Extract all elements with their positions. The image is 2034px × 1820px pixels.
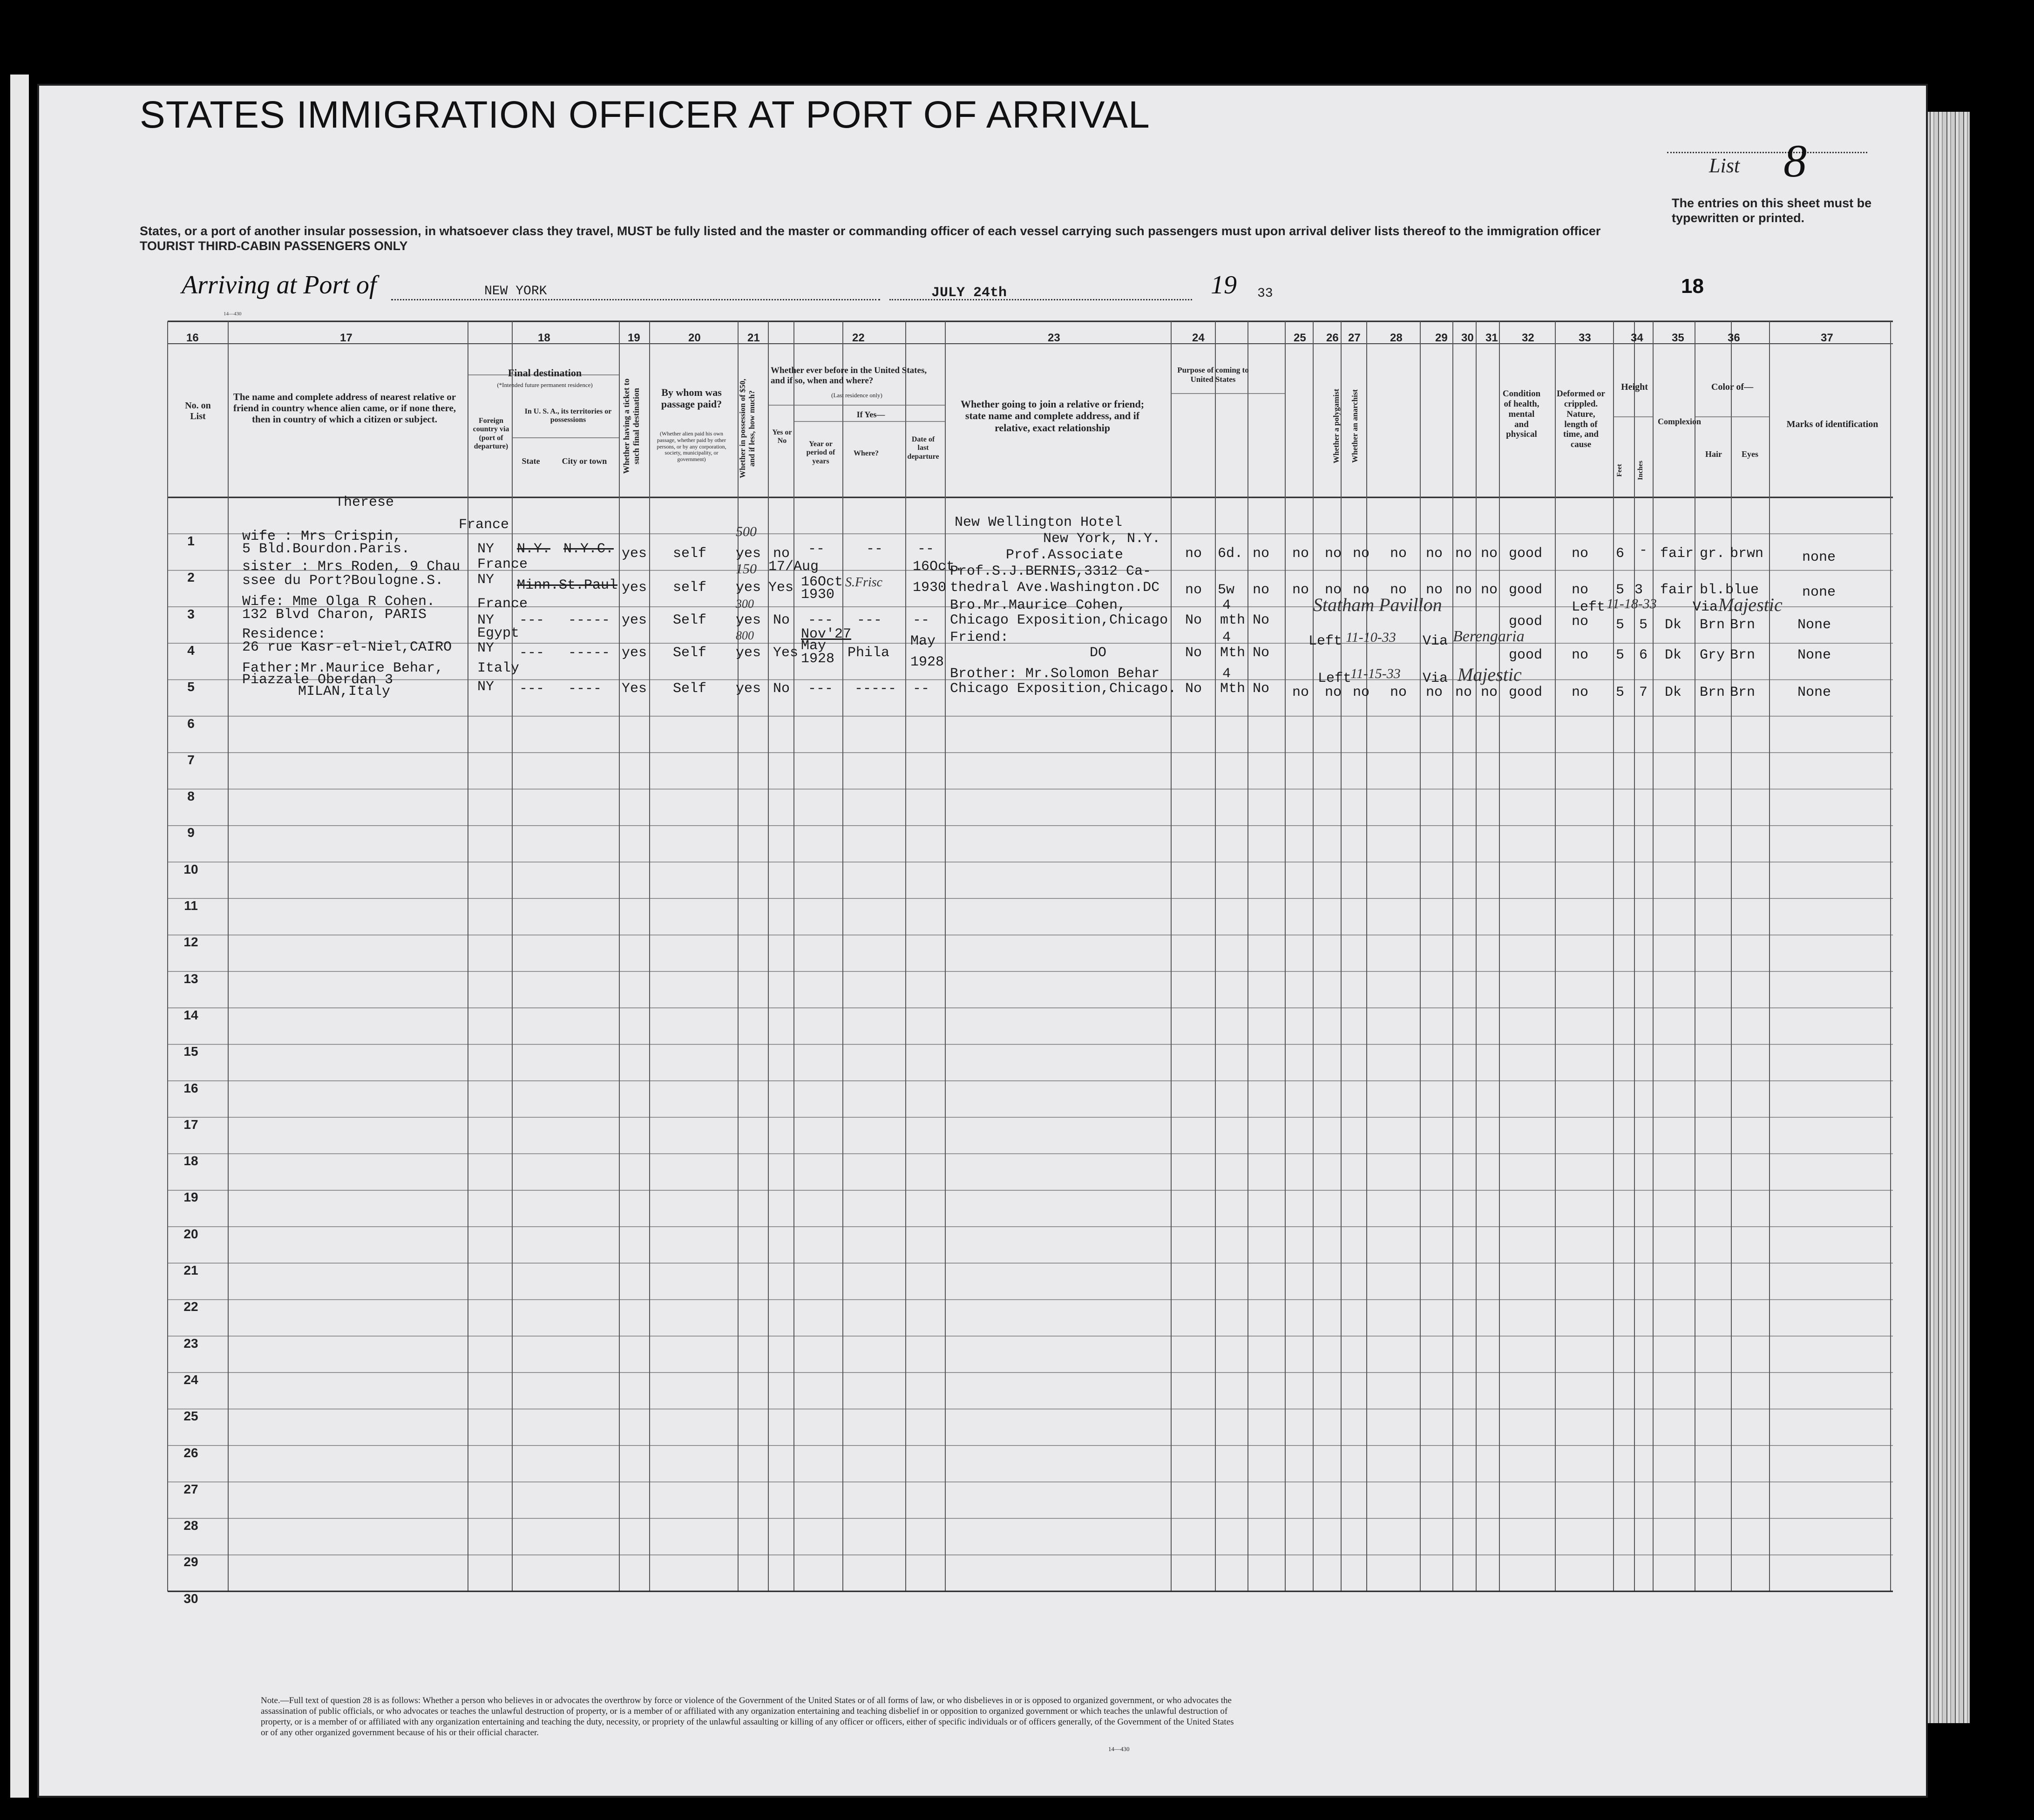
column-number: 23 [1048,332,1060,344]
r5-via-ship: Majestic [1458,664,1522,685]
r1-hair: gr. [1700,546,1725,562]
row-number: 8 [187,789,195,804]
r1-c25: no [1292,546,1309,562]
r4-paid: Self [673,645,707,661]
row-number: 21 [183,1263,198,1277]
r4-city: ----- [568,645,610,661]
column-number: 31 [1485,332,1498,344]
r3-relative: Wife: Mme Olga R Cohen. [242,594,435,610]
column-number: 27 [1348,332,1361,344]
row-number: 9 [187,825,195,840]
r5-c26: no [1325,685,1342,700]
r2-paid: self [673,580,707,596]
row-number: 1 [187,534,195,548]
r5-ticket: Yes [622,681,647,697]
r3-depart: -- [913,612,930,628]
r4-depart: May [910,633,936,649]
r4-period: 1928 [801,651,835,667]
row-number: 20 [183,1226,198,1241]
header-year-period: Year or period of years [806,440,835,465]
r2-c31: no [1481,582,1498,598]
r4-health: good [1509,647,1543,663]
r4-where: Phila [848,645,890,661]
r2-where: S.Frisc [845,575,883,590]
header-fifty-dollars: Whether in possession of $50, and if less, how much? [738,379,756,478]
year-suffix: 33 [1257,286,1273,301]
header-no-on-list: No. on List [185,401,211,421]
r5-country: Italy [477,660,520,676]
r1-money: yes [736,546,761,562]
row-number: 27 [183,1481,198,1496]
header-relative: The name and complete address of nearest relative or friend in country whence alien came, or if none there, then in country of which a citizen or subject. [233,391,456,425]
r2-join: thedral Ave.Washington.DC [950,580,1160,596]
r3-join: Bro.Mr.Maurice Cohen, [950,598,1126,613]
r3-complexion: Dk [1665,617,1682,633]
r3-join: Chicago Exposition,Chicago [950,612,1168,628]
r3-c24c: No [1253,612,1270,628]
r3-ticket: yes [622,612,647,628]
r2-city: St.Paul [559,577,618,593]
r1-city: N.Y.C. [563,541,614,557]
r1-state: N.Y. [517,541,551,557]
r1-depart: -- [917,541,935,557]
r4-via-label: Via [1423,633,1448,649]
r3-city: ----- [568,612,610,628]
column-number: 26 [1326,332,1339,344]
r2-hair: bl. [1700,582,1725,598]
r1-relative: wife : Mrs Crispin, [242,529,402,544]
r5-state: --- [519,681,545,697]
header-last-residence: (Last residence only) [831,392,882,399]
r3-hair: Brn [1700,617,1725,633]
r4-complexion: Dk [1665,647,1682,663]
column-number: 25 [1294,332,1306,344]
r1-c27: no [1353,546,1370,562]
column-number: 17 [340,332,353,344]
r3-via: NY [477,612,495,628]
date-value: JULY 24th [931,285,1007,301]
column-number: 35 [1672,332,1684,344]
row-number: 13 [183,971,198,986]
r1-paid: self [673,546,707,562]
r2-c25: no [1292,582,1309,598]
row-number: 17 [183,1117,198,1132]
r3-period: --- [808,612,834,628]
r1-c28: no [1390,546,1407,562]
column-number: 21 [747,332,760,344]
row-number: 12 [183,935,198,950]
header-deformed: Deformed or crippled. Nature, length of time, and cause [1557,389,1605,450]
r4-depart: 1928 [910,654,944,670]
form-title: STATES IMMIGRATION OFFICER AT PORT OF ARRIVAL [140,94,1150,136]
r4-before: Yes [773,645,799,661]
row-number: 5 [187,679,195,694]
r3-marks: None [1797,617,1831,633]
column-number: 37 [1821,332,1833,344]
header-hair: Hair [1705,449,1722,459]
r5-c25: no [1292,685,1309,700]
header-marks: Marks of identification [1786,419,1878,429]
r2-c24b: 5w [1218,582,1235,598]
column-number: 20 [688,332,701,344]
r2-health: good [1509,582,1543,598]
r4-left: Left [1309,633,1342,649]
row-number: 22 [183,1299,198,1314]
r1-join: New Wellington Hotel [955,515,1123,530]
header-complexion: Complexion [1658,417,1702,426]
r5-deformed: no [1572,685,1589,700]
r2-money: yes [736,580,761,596]
header-join-relative: Whether going to join a relative or friend; state name and complete address, and if relative, exact relationship [960,398,1145,434]
r2-state: Minn. [517,577,559,593]
sheet-number: 18 [1681,275,1704,298]
r5-hair: Brn [1700,685,1725,700]
r4-via: NY [477,640,495,656]
r4-via-ship: Berengaria [1453,628,1525,645]
column-number: 16 [186,332,199,344]
r5-relative: MILAN,Italy [298,684,391,699]
r4-left-date: 11-10-33 [1346,630,1396,645]
r4-period: May [801,638,827,654]
row-number: 6 [187,716,195,731]
r3-left: Left [1572,599,1606,615]
row-number: 2 [187,570,195,585]
r3-country: France [477,596,528,612]
r2-join: Prof.Associate [1006,547,1124,563]
header-date-departure: Date of last departure [907,435,939,461]
r4-inches: 6 [1639,647,1648,663]
column-number: 30 [1461,332,1474,344]
r3-relative: 132 Blvd Charon, PARIS [242,607,427,623]
r4-c24c: No [1253,645,1270,661]
r2-feet: 5 [1616,582,1625,598]
r2-c29: no [1426,582,1443,598]
r5-join: Chicago Exposition,Chicago. [950,681,1177,697]
r2-relative: ssee du Port?Boulogne.S. [242,573,444,589]
row-number: 14 [183,1007,198,1022]
r1-c31: no [1481,546,1498,562]
r3-eyes: Brn [1730,617,1756,633]
column-number: 19 [628,332,640,344]
column-number: 18 [538,332,550,344]
r3-state: --- [519,612,545,628]
footer-note: Note.—Full text of question 28 is as follows: Whether a person who believes in or advocates the overthrow by force or violence of the Government of the United States or of all forms of law, or who disbelieves in or is opposed to organized government, or who advocates the assassination of public officials, or who advocates or teaches the unlawful destruction of property, or is a member of or affiliated with any organization entertaining and teaching disbelief in or opposition to organized government or which teaches the unlawful destruction of property, or is a member of or affiliated with any organization entertaining and teaching the duty, necessity, or propriety of the unlawful assaulting or killing of any officer or officers, either of specific individuals or of officers generally, of the Government of the United States or of any other organized government because of his or their official character. [261,1696,1234,1738]
row-number: 7 [187,752,195,767]
r3-c24b2: mth [1220,612,1246,628]
row-number: 25 [183,1409,198,1424]
r1-c29: no [1426,546,1443,562]
r5-c28: no [1390,685,1407,700]
r2-join: Prof.S.J.BERNIS,3312 Ca- [950,564,1152,579]
r5-feet: 5 [1616,685,1625,700]
header-in-usa: In U. S. A., its territories or possessions [524,407,612,424]
r5-health: good [1509,685,1543,700]
r5-before: No [773,681,790,697]
r1-feet: 6 [1616,546,1625,562]
r3-where: --- [857,612,882,628]
r5-marks: None [1797,685,1831,700]
r5-c24c: No [1253,681,1270,697]
column-number: 36 [1728,332,1740,344]
r2-c30: no [1455,582,1472,598]
r1-c24a: no [1185,546,1202,562]
r1-country: France [459,517,509,533]
r5-money: yes [736,681,761,697]
column-number: 34 [1631,332,1643,344]
r2-marks: none [1802,584,1836,600]
column-number: 33 [1579,332,1591,344]
r3-money-hand: 300 [736,597,754,611]
header-anarchist: Whether an anarchist [1350,389,1359,463]
r2-country: France [477,557,528,572]
column-number: 28 [1390,332,1403,344]
r1-health: good [1509,546,1543,562]
port-value: NEW YORK [484,284,547,299]
r5-left-date: 11-15-33 [1350,666,1401,681]
r2-c24a: no [1185,582,1202,598]
row-number: 28 [183,1518,198,1533]
r3-money: yes [736,612,761,628]
r5-c24a: No [1185,681,1202,697]
header-passage-paid: By whom was passage paid? [661,387,722,410]
footer-form-code: 14—430 [1108,1745,1130,1752]
r1-marks: none [1802,550,1836,565]
r4-deformed: no [1572,647,1589,663]
column-number: 24 [1192,332,1205,344]
r3-deformed: no [1572,614,1589,630]
header-if-yes: If Yes— [856,410,885,419]
r5-inches: 7 [1639,685,1648,700]
r4-marks: None [1797,647,1831,663]
r5-join: Brother: Mr.Solomon Behar [950,666,1160,682]
r2-inches: 3 [1634,582,1643,598]
r1-money-hand: 500 [736,524,757,539]
r1-deformed: no [1572,546,1589,562]
r1-c24b: 6d. [1218,546,1243,562]
header-color-of: Color of— [1711,382,1754,392]
r4-relative: Residence: [242,626,326,642]
r5-c24b: 4 [1222,666,1231,682]
row-number: 16 [183,1080,198,1095]
r4-hair: Gry [1700,647,1725,663]
r2-c24c: no [1253,582,1270,598]
r3-left-date: 11-18-33 [1607,596,1657,611]
r2-via: NY [477,572,495,588]
header-feet: Feet [1616,464,1623,477]
row-number: 29 [183,1555,198,1569]
r2-ticket: yes [622,580,647,596]
r3-via-ship: Majestic [1718,594,1783,615]
column-number: 22 [852,332,865,344]
r3-via-label: Via [1693,599,1718,615]
r5-period: --- [808,681,834,697]
list-number: 8 [1783,135,1807,187]
row-number: 24 [183,1372,198,1387]
arriving-label: Arriving at Port of [182,271,377,299]
header-inches: Inches [1637,461,1644,480]
r1-period: -- [808,541,825,557]
header-ticket: Whether having a ticket to such final destination [622,378,641,474]
r3-c24a: No [1185,612,1202,628]
r3-inches: 5 [1639,617,1648,633]
r2-c27: no [1353,582,1370,598]
row-number: 11 [184,898,198,913]
row-number: 3 [187,606,195,621]
year-prefix: 19 [1211,271,1237,299]
r5-relative: Father:Mr.Maurice Behar, [242,660,444,676]
r3-paid: Self [673,612,707,628]
r2-depart: 1930 [913,580,947,596]
r1-relative: 5 Bld.Bourdon.Paris. [242,541,410,557]
list-label: List [1709,154,1740,177]
r4-money-hand: 800 [736,629,754,642]
r4-period: Nov'27 [801,626,852,642]
header-purpose: Purpose of coming to United States [1177,366,1249,384]
r4-eyes: Brn [1730,647,1756,663]
r5-depart: -- [913,681,930,697]
subtitle-line-1: States, or a port of another insular possession, in whatsoever class they travel, MUST be fully listed and the master or commanding officer of each vessel carrying such passengers must upon arrival deliver lists thereof to the immigration officer [140,224,1601,238]
r2-eyes: blue [1725,582,1759,598]
r5-c29: no [1426,685,1443,700]
r5-relative: Piazzale Oberdan 3 [242,672,393,688]
r4-join: Friend: [950,630,1009,645]
row-number: 18 [183,1154,198,1168]
header-passage-note: (Whether alien paid his own passage, whether paid by other persons, or by any corporation, society, municipality, or government) [657,430,726,463]
r1-before: no [773,546,790,562]
r2-period: 17/Aug [768,559,819,575]
header-final-dest-sub: (*Intended future permanent residence) [497,381,593,388]
r5-where: ----- [854,681,897,697]
r1-c26: no [1325,546,1342,562]
row-number: 30 [183,1591,198,1606]
row-number: 23 [183,1336,198,1351]
r4-money: yes [736,645,761,661]
subtitle-line-2: TOURIST THIRD-CABIN PASSENGERS ONLY [140,239,408,253]
header-state: State [522,456,540,466]
header-ever-before: Whether ever before in the United States, and if so, when and where? [771,366,927,386]
r2-period: 1930 [801,587,835,603]
column-number: 29 [1435,332,1448,344]
header-eyes: Eyes [1742,449,1758,459]
form-code-top: 14—430 [224,311,242,317]
header-foreign-country: Foreign country via (port of departure) [473,417,509,451]
header-polygamist: Whether a polygamist [1332,388,1341,464]
r5-left: Left [1318,671,1352,686]
r2-c26: no [1325,582,1342,598]
r4-c24b: 4 [1222,630,1231,645]
r5-c24b2: Mth [1220,681,1246,697]
r4-country: Egypt [477,625,520,641]
r1-relative: Therese [335,495,394,510]
r1-complexion: fair [1660,546,1694,562]
entries-note: The entries on this sheet must be typewritten or printed. [1672,196,1872,225]
r5-c30: no [1455,685,1472,700]
r5-via: NY [477,679,495,695]
header-height: Height [1621,382,1648,392]
r2-period: 16Oct [801,574,843,590]
r4-c24a: No [1185,645,1202,661]
r1-via: NY [477,541,495,557]
row-number: 10 [183,862,198,876]
r4-join: DO [1090,645,1107,661]
r1-ticket: yes [622,546,647,562]
r4-feet: 5 [1616,647,1625,663]
r2-before: Yes [768,580,794,596]
row-number: 4 [187,643,195,658]
r4-ticket: yes [622,645,647,661]
r2-deformed: no [1572,582,1589,598]
r5-c27: no [1353,685,1370,700]
row-number: 26 [183,1445,198,1460]
column-number: 32 [1522,332,1534,344]
r5-eyes: Brn [1730,685,1756,700]
r3-c24b: 4 [1222,598,1231,613]
r1-eyes: brwn [1730,546,1764,562]
r1-c24c: no [1253,546,1270,562]
r5-complexion: Dk [1665,685,1682,700]
r4-c24b2: Mth [1220,645,1246,661]
r4-relative: 26 rue Kasr-el-Niel,CAIRO [242,639,452,655]
header-final-destination: Final destination [508,367,582,379]
r2-depart: 16Oct. [913,559,963,575]
header-city: City or town [562,456,607,466]
r5-city: ---- [568,681,602,697]
header-health: Condition of health, mental and physical [1502,389,1541,440]
r5-paid: Self [673,681,707,697]
row-number: 15 [183,1044,198,1059]
r5-via-label: Via [1423,671,1448,686]
r3-feet: 5 [1616,617,1625,633]
r4-state: --- [519,645,545,661]
header-where: Where? [854,449,879,457]
r1-c30: no [1455,546,1472,562]
header-yes-no: Yes or No [772,428,792,445]
r3-health: good [1509,614,1543,630]
r3-hand-note: Statham Pavillon [1313,594,1442,615]
r2-c28: no [1390,582,1407,598]
r1-where: -- [866,541,883,557]
r2-complexion: fair [1660,582,1694,598]
row-number: 19 [183,1190,198,1205]
r3-before: No [773,612,790,628]
r1-join: New York, N.Y. [1043,531,1161,547]
r2-relative: sister : Mrs Roden, 9 Chau [242,559,461,575]
r2-money-hand: 150 [736,561,757,577]
r5-c31: no [1481,685,1498,700]
r1-inches: - [1639,543,1648,558]
